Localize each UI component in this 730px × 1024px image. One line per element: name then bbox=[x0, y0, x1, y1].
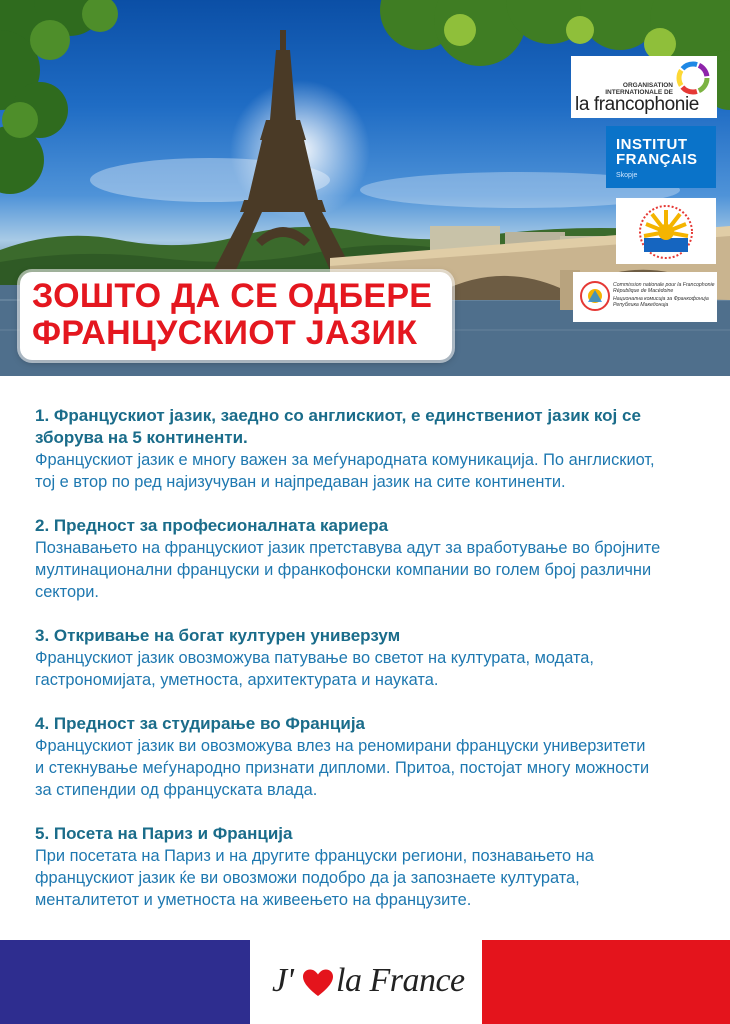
reason-5-body-line-1: При посетата на Париз и на другите француски региони, познавањето на bbox=[35, 847, 594, 865]
reason-1-body-line-2: тој е втор по ред најизучуван и најпредаван јазик на сите континенти. bbox=[35, 473, 566, 491]
commission-seal-icon bbox=[579, 280, 611, 312]
reason-5-body-line-2: францускиот јазик ќе ви овозможи подобро да ја запознаете културата, bbox=[35, 869, 580, 887]
commission-text-mk-2: Република Македонија bbox=[613, 302, 669, 308]
reason-3-body-line-2: гастрономијата, уметноста, архитектурата и науката. bbox=[35, 671, 439, 689]
title-line-1: ЗОШТО ДА СЕ ОДБЕРЕ bbox=[32, 277, 433, 315]
sun-emblem-icon bbox=[616, 198, 716, 264]
francophonie-ring-icon bbox=[675, 60, 711, 96]
commission-text-fr-2: République de Macédoine bbox=[613, 288, 674, 294]
reason-3-title bbox=[35, 625, 705, 647]
hero-banner bbox=[0, 0, 730, 376]
reason-2-body-line-1: Познавањето на францускиот јазик претставува адут за вработување во бројните bbox=[35, 539, 661, 557]
reason-3 bbox=[35, 625, 705, 691]
page-title bbox=[20, 272, 452, 360]
francophonie-name: la francophonie bbox=[575, 94, 699, 115]
reason-4-body-line-3: за стипендии од француската влада. bbox=[35, 781, 318, 799]
reason-3-body bbox=[35, 647, 705, 691]
reason-4-body-line-1: Францускиот јазик ви овозможува влез на реномирани француски универзитети bbox=[35, 737, 646, 755]
commission-text-mk bbox=[613, 296, 709, 308]
reason-3-body-line-1: Францускиот јазик овозможува патување во светот на културата, модата, bbox=[35, 649, 594, 667]
french-flag-footer bbox=[0, 940, 730, 1024]
reason-1-title bbox=[35, 405, 705, 449]
reason-4 bbox=[35, 713, 705, 801]
reason-1-title-line-2: зборува на 5 континенти. bbox=[35, 428, 248, 447]
reason-5-title-line-1: 5. Посета на Париз и Франција bbox=[35, 824, 293, 843]
reason-2-body bbox=[35, 537, 705, 603]
reason-4-body bbox=[35, 735, 705, 801]
institut-line-2: FRANÇAIS bbox=[616, 151, 698, 168]
reason-2-body-line-2: мултинационални француски и франкофонски компании во голем број различни bbox=[35, 561, 652, 579]
commission-logo bbox=[573, 272, 717, 322]
flag-red-band bbox=[482, 940, 730, 1024]
reason-4-title bbox=[35, 713, 705, 735]
reason-2-title-line-1: 2. Предност за професионалната кариера bbox=[35, 516, 389, 535]
reason-3-title-line-1: 3. Откривање на богат културен универзум bbox=[35, 626, 401, 645]
reason-4-title-line-1: 4. Предност за студирање во Франција bbox=[35, 714, 366, 733]
sun-emblem-logo bbox=[616, 198, 716, 264]
reason-2-title bbox=[35, 515, 705, 537]
slogan-j: J' bbox=[272, 962, 294, 999]
commission-text-fr-1: Commission nationale pour la Francophonie bbox=[613, 282, 715, 288]
commission-text-mk-1: Национална комисија за Франкофонија bbox=[613, 296, 709, 302]
reason-1-title-line-1: 1. Францускиот јазик, заедно со англискиот, е единствениот јазик кој се bbox=[35, 406, 641, 425]
reasons-list bbox=[35, 405, 705, 933]
title-line-2: ФРАНЦУСКИОТ ЈАЗИК bbox=[32, 314, 418, 352]
i-love-la-france-slogan bbox=[268, 958, 468, 1006]
reason-5-title bbox=[35, 823, 705, 845]
reason-1-body-line-1: Францускиот јазик е многу важен за меѓународната комуникација. По англискиот, bbox=[35, 451, 655, 469]
francophonie-subtitle: ORGANISATION INTERNATIONALE DE bbox=[605, 82, 673, 96]
reason-2 bbox=[35, 515, 705, 603]
reason-5 bbox=[35, 823, 705, 911]
commission-text-fr bbox=[613, 282, 715, 294]
reason-5-body bbox=[35, 845, 705, 911]
institut-city: Skopje bbox=[616, 172, 638, 179]
reason-1 bbox=[35, 405, 705, 493]
flag-blue-band bbox=[0, 940, 250, 1024]
institut-francais-logo bbox=[606, 126, 716, 188]
institut-line-1: INSTITUT bbox=[616, 136, 688, 153]
reason-2-body-line-3: сектори. bbox=[35, 583, 99, 601]
reason-1-body bbox=[35, 449, 705, 493]
reason-5-body-line-3: менталитетот и уметноста на живеењето на французите. bbox=[35, 891, 472, 909]
francophonie-logo bbox=[571, 56, 717, 118]
slogan-la-france: la France bbox=[336, 962, 465, 999]
reason-4-body-line-2: и стекнување меѓународно признати дипломи. Притоа, постојат многу можности bbox=[35, 759, 650, 777]
heart-icon bbox=[302, 968, 334, 998]
